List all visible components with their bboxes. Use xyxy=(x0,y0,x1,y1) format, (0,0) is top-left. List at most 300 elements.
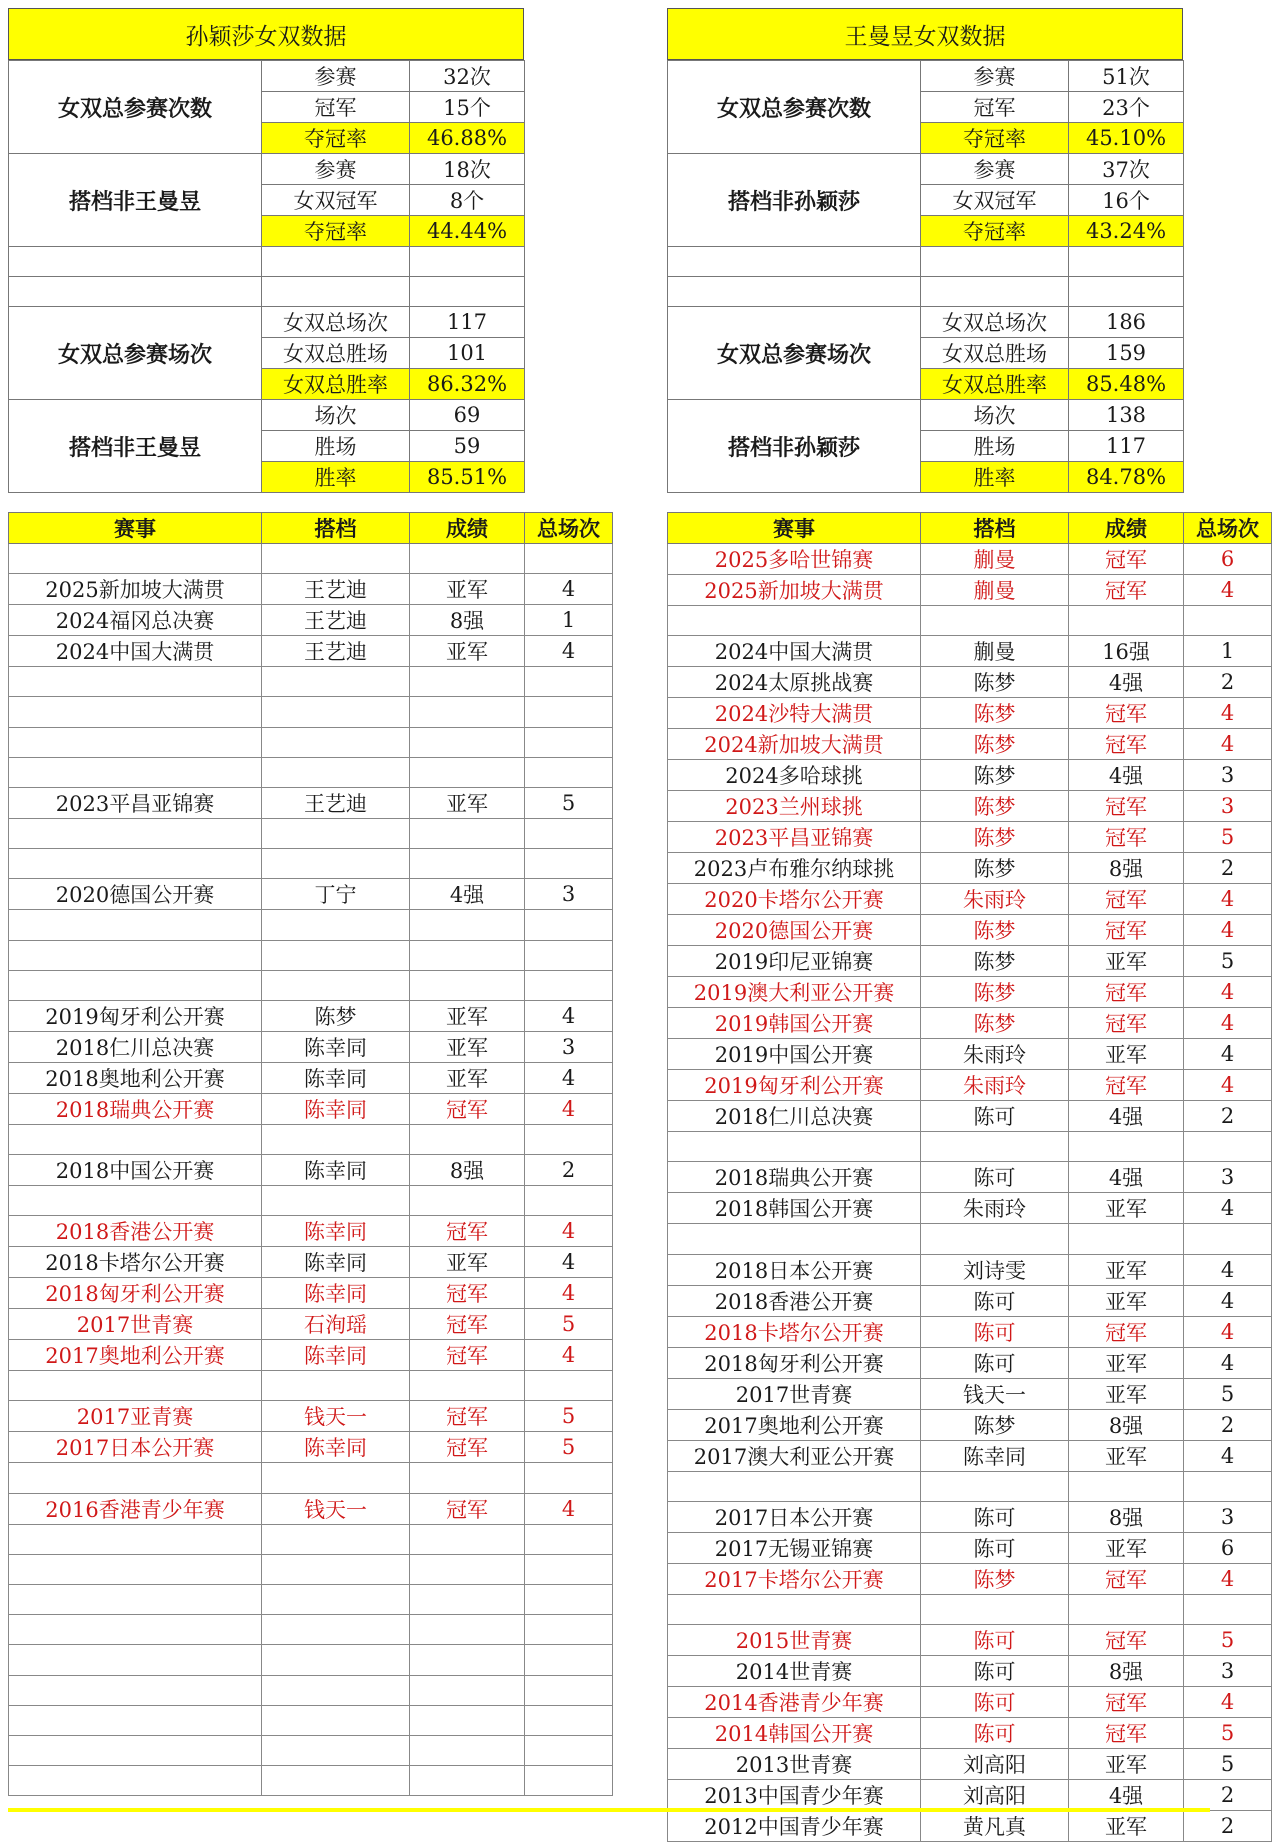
summary-key: 女双冠军 xyxy=(921,185,1069,216)
result-cell: 冠军 xyxy=(1069,729,1184,760)
partner-cell xyxy=(262,1524,410,1554)
result-row xyxy=(668,946,1272,977)
event-cell: 2014香港青少年赛 xyxy=(668,1686,921,1717)
event-cell xyxy=(9,1645,262,1675)
result-cell: 冠军 xyxy=(1069,575,1184,606)
result-cell xyxy=(1069,1132,1184,1162)
event-cell xyxy=(9,757,262,787)
partner-cell: 陈幸同 xyxy=(262,1155,410,1186)
summary-group-label: 搭档非王曼昱 xyxy=(9,154,262,247)
blank-row xyxy=(668,247,1184,277)
event-cell xyxy=(9,1186,262,1216)
result-cell: 8强 xyxy=(1069,1655,1184,1686)
event-cell: 2018仁川总决赛 xyxy=(668,1101,921,1132)
matches-cell: 4 xyxy=(525,1093,613,1124)
result-row xyxy=(668,1471,1272,1501)
blank-cell xyxy=(1069,277,1184,307)
matches-cell: 3 xyxy=(525,1031,613,1062)
matches-cell: 4 xyxy=(525,1340,613,1371)
event-cell: 2013世青赛 xyxy=(668,1748,921,1779)
result-row xyxy=(668,729,1272,760)
result-cell: 8强 xyxy=(1069,853,1184,884)
event-cell: 2024多哈球挑 xyxy=(668,760,921,791)
partner-cell: 陈梦 xyxy=(921,977,1069,1008)
result-cell: 冠军 xyxy=(410,1309,525,1340)
matches-cell: 4 xyxy=(1184,1070,1272,1101)
summary-key: 女双冠军 xyxy=(262,185,410,216)
partner-cell xyxy=(262,1615,410,1645)
matches-cell: 4 xyxy=(1184,1008,1272,1039)
result-row xyxy=(668,1008,1272,1039)
result-cell xyxy=(410,757,525,787)
result-row xyxy=(9,849,613,879)
event-cell: 2018匈牙利公开赛 xyxy=(9,1278,262,1309)
result-row xyxy=(9,1432,613,1463)
matches-cell: 4 xyxy=(1184,1039,1272,1070)
result-cell: 亚军 xyxy=(410,1247,525,1278)
matches-cell xyxy=(525,1735,613,1765)
result-row xyxy=(668,1409,1272,1440)
result-row xyxy=(9,757,613,787)
summary-value: 117 xyxy=(410,307,525,338)
result-cell: 冠军 xyxy=(410,1493,525,1524)
result-row xyxy=(9,818,613,848)
event-cell: 2017世青赛 xyxy=(9,1309,262,1340)
partner-cell: 陈可 xyxy=(921,1624,1069,1655)
result-row xyxy=(668,1378,1272,1409)
summary-row xyxy=(9,61,525,92)
event-cell: 2017奥地利公开赛 xyxy=(9,1340,262,1371)
result-cell xyxy=(1069,606,1184,636)
summary-row xyxy=(668,400,1184,431)
matches-cell xyxy=(525,1766,613,1796)
result-row xyxy=(9,940,613,970)
partner-cell xyxy=(262,940,410,970)
summary-group-label: 搭档非孙颖莎 xyxy=(668,400,921,493)
result-cell: 亚军 xyxy=(1069,1193,1184,1224)
result-cell xyxy=(410,727,525,757)
event-cell: 2018仁川总决赛 xyxy=(9,1031,262,1062)
result-row xyxy=(668,1748,1272,1779)
left-results-table xyxy=(8,512,613,1796)
summary-key: 冠军 xyxy=(262,92,410,123)
result-row xyxy=(9,910,613,940)
partner-cell xyxy=(262,697,410,727)
event-cell: 2018日本公开赛 xyxy=(668,1254,921,1285)
header-event: 赛事 xyxy=(668,513,921,544)
result-row xyxy=(9,1401,613,1432)
event-cell: 2016香港青少年赛 xyxy=(9,1493,262,1524)
summary-key: 胜率 xyxy=(262,462,410,493)
event-cell: 2018香港公开赛 xyxy=(9,1216,262,1247)
result-row xyxy=(668,1224,1272,1254)
matches-cell xyxy=(1184,606,1272,636)
summary-row xyxy=(668,61,1184,92)
result-row xyxy=(9,1000,613,1031)
result-row xyxy=(9,1675,613,1705)
partner-cell: 陈梦 xyxy=(921,1409,1069,1440)
matches-cell: 4 xyxy=(1184,1193,1272,1224)
result-row xyxy=(668,1810,1272,1841)
event-cell: 2019匈牙利公开赛 xyxy=(668,1070,921,1101)
summary-value: 51次 xyxy=(1069,61,1184,92)
result-cell: 冠军 xyxy=(410,1278,525,1309)
result-cell xyxy=(1069,1594,1184,1624)
matches-cell xyxy=(525,1186,613,1216)
partner-cell xyxy=(262,818,410,848)
matches-cell: 4 xyxy=(525,574,613,605)
blank-cell xyxy=(921,247,1069,277)
event-cell: 2019中国公开赛 xyxy=(668,1039,921,1070)
matches-cell: 2 xyxy=(1184,1101,1272,1132)
result-cell xyxy=(410,910,525,940)
summary-value: 15个 xyxy=(410,92,525,123)
matches-cell: 5 xyxy=(525,1309,613,1340)
matches-cell: 2 xyxy=(1184,853,1272,884)
summary-value: 101 xyxy=(410,338,525,369)
result-row xyxy=(9,1216,613,1247)
summary-key: 女双总胜场 xyxy=(921,338,1069,369)
result-cell: 亚军 xyxy=(410,1062,525,1093)
partner-cell xyxy=(921,1224,1069,1254)
result-cell: 冠军 xyxy=(1069,1717,1184,1748)
result-row xyxy=(9,1186,613,1216)
event-cell: 2018奥地利公开赛 xyxy=(9,1062,262,1093)
result-cell: 冠军 xyxy=(1069,1316,1184,1347)
event-cell: 2019匈牙利公开赛 xyxy=(9,1000,262,1031)
result-cell xyxy=(410,1186,525,1216)
partner-cell xyxy=(262,1186,410,1216)
result-cell: 冠军 xyxy=(410,1093,525,1124)
matches-cell xyxy=(525,1615,613,1645)
matches-cell xyxy=(525,1675,613,1705)
partner-cell xyxy=(262,1585,410,1615)
matches-cell xyxy=(525,757,613,787)
matches-cell xyxy=(525,1371,613,1401)
partner-cell: 陈可 xyxy=(921,1347,1069,1378)
event-cell: 2024福冈总决赛 xyxy=(9,605,262,636)
partner-cell: 陈幸同 xyxy=(262,1216,410,1247)
event-cell: 2020德国公开赛 xyxy=(668,915,921,946)
result-cell: 4强 xyxy=(1069,667,1184,698)
result-cell xyxy=(410,544,525,574)
partner-cell: 朱雨玲 xyxy=(921,884,1069,915)
event-cell xyxy=(668,1471,921,1501)
partner-cell: 陈梦 xyxy=(921,1008,1069,1039)
event-cell: 2018韩国公开赛 xyxy=(668,1193,921,1224)
result-row xyxy=(668,1501,1272,1532)
partner-cell: 蒯曼 xyxy=(921,544,1069,575)
left-summary-table xyxy=(8,60,525,493)
summary-value: 32次 xyxy=(410,61,525,92)
partner-cell: 陈可 xyxy=(921,1285,1069,1316)
result-cell xyxy=(410,970,525,1000)
event-cell: 2017日本公开赛 xyxy=(668,1501,921,1532)
event-cell: 2025新加坡大满贯 xyxy=(668,575,921,606)
event-cell xyxy=(9,544,262,574)
result-cell xyxy=(1069,1224,1184,1254)
result-cell: 冠军 xyxy=(1069,977,1184,1008)
result-cell xyxy=(410,849,525,879)
result-row xyxy=(668,1624,1272,1655)
partner-cell: 陈幸同 xyxy=(262,1278,410,1309)
partner-cell: 陈梦 xyxy=(921,791,1069,822)
summary-key: 女双总胜场 xyxy=(262,338,410,369)
event-cell xyxy=(668,1594,921,1624)
result-row xyxy=(668,1347,1272,1378)
result-row xyxy=(668,977,1272,1008)
summary-group-label: 女双总参赛场次 xyxy=(9,307,262,400)
result-row xyxy=(9,1705,613,1735)
header-result: 成绩 xyxy=(410,513,525,544)
result-cell: 冠军 xyxy=(1069,1008,1184,1039)
result-row xyxy=(668,791,1272,822)
summary-row xyxy=(668,307,1184,338)
event-cell: 2019韩国公开赛 xyxy=(668,1008,921,1039)
result-cell: 冠军 xyxy=(410,1216,525,1247)
matches-cell xyxy=(1184,1471,1272,1501)
matches-cell xyxy=(525,849,613,879)
partner-cell xyxy=(262,1705,410,1735)
partner-cell: 陈幸同 xyxy=(262,1031,410,1062)
matches-cell: 4 xyxy=(1184,1440,1272,1471)
result-cell: 亚军 xyxy=(1069,1347,1184,1378)
summary-value: 138 xyxy=(1069,400,1184,431)
matches-cell: 5 xyxy=(1184,1624,1272,1655)
result-row xyxy=(668,1594,1272,1624)
result-cell xyxy=(410,1615,525,1645)
event-cell xyxy=(668,1224,921,1254)
blank-row xyxy=(9,277,525,307)
matches-cell: 5 xyxy=(525,787,613,818)
event-cell xyxy=(9,1705,262,1735)
partner-cell: 钱天一 xyxy=(262,1401,410,1432)
partner-cell: 陈梦 xyxy=(921,853,1069,884)
matches-cell xyxy=(1184,1594,1272,1624)
result-row xyxy=(668,606,1272,636)
event-cell: 2024沙特大满贯 xyxy=(668,698,921,729)
summary-value: 43.24% xyxy=(1069,216,1184,247)
result-cell: 冠军 xyxy=(1069,822,1184,853)
result-row xyxy=(668,1193,1272,1224)
matches-cell: 4 xyxy=(1184,1316,1272,1347)
matches-cell: 5 xyxy=(1184,1378,1272,1409)
event-cell: 2017世青赛 xyxy=(668,1378,921,1409)
summary-value: 69 xyxy=(410,400,525,431)
matches-cell: 3 xyxy=(1184,791,1272,822)
event-cell: 2018瑞典公开赛 xyxy=(9,1093,262,1124)
result-row xyxy=(9,1493,613,1524)
result-row xyxy=(668,1563,1272,1594)
matches-cell: 4 xyxy=(1184,698,1272,729)
partner-cell xyxy=(921,606,1069,636)
event-cell: 2018卡塔尔公开赛 xyxy=(9,1247,262,1278)
blank-cell xyxy=(410,247,525,277)
partner-cell: 蒯曼 xyxy=(921,636,1069,667)
event-cell: 2015世青赛 xyxy=(668,1624,921,1655)
matches-cell: 3 xyxy=(525,879,613,910)
result-row xyxy=(9,1371,613,1401)
matches-cell: 4 xyxy=(1184,729,1272,760)
result-row xyxy=(9,697,613,727)
matches-cell: 4 xyxy=(1184,884,1272,915)
partner-cell: 陈幸同 xyxy=(262,1093,410,1124)
result-cell: 冠军 xyxy=(1069,1686,1184,1717)
partner-cell: 陈可 xyxy=(921,1686,1069,1717)
summary-key: 胜场 xyxy=(262,431,410,462)
result-row xyxy=(9,1615,613,1645)
matches-cell xyxy=(525,1124,613,1154)
matches-cell: 2 xyxy=(525,1155,613,1186)
matches-cell xyxy=(525,970,613,1000)
event-cell: 2017亚青赛 xyxy=(9,1401,262,1432)
result-cell xyxy=(410,697,525,727)
result-cell: 亚军 xyxy=(1069,1039,1184,1070)
result-row xyxy=(668,853,1272,884)
result-row xyxy=(668,1655,1272,1686)
summary-value: 37次 xyxy=(1069,154,1184,185)
right-summary-title: 王曼昱女双数据 xyxy=(667,8,1183,60)
event-cell xyxy=(9,849,262,879)
partner-cell xyxy=(262,1735,410,1765)
summary-value: 159 xyxy=(1069,338,1184,369)
result-cell: 8强 xyxy=(1069,1501,1184,1532)
partner-cell: 陈可 xyxy=(921,1717,1069,1748)
matches-cell: 4 xyxy=(1184,1254,1272,1285)
summary-value: 59 xyxy=(410,431,525,462)
event-cell xyxy=(9,697,262,727)
result-row xyxy=(9,1247,613,1278)
event-cell: 2017卡塔尔公开赛 xyxy=(668,1563,921,1594)
result-row xyxy=(9,1124,613,1154)
matches-cell xyxy=(525,1585,613,1615)
right-summary-table xyxy=(667,60,1184,493)
header-result: 成绩 xyxy=(1069,513,1184,544)
event-cell: 2023卢布雅尔纳球挑 xyxy=(668,853,921,884)
summary-key: 女双总胜率 xyxy=(921,369,1069,400)
event-cell xyxy=(9,1735,262,1765)
summary-value: 84.78% xyxy=(1069,462,1184,493)
summary-key: 胜率 xyxy=(921,462,1069,493)
header-partner: 搭档 xyxy=(921,513,1069,544)
summary-group-label: 搭档非孙颖莎 xyxy=(668,154,921,247)
result-cell: 亚军 xyxy=(410,636,525,667)
summary-value: 186 xyxy=(1069,307,1184,338)
matches-cell xyxy=(525,1463,613,1493)
result-row xyxy=(9,636,613,667)
result-row xyxy=(9,727,613,757)
blank-cell xyxy=(262,247,410,277)
summary-row xyxy=(9,154,525,185)
result-row xyxy=(9,787,613,818)
header-partner: 搭档 xyxy=(262,513,410,544)
result-cell: 亚军 xyxy=(1069,1378,1184,1409)
event-cell: 2018匈牙利公开赛 xyxy=(668,1347,921,1378)
result-row xyxy=(668,544,1272,575)
partner-cell: 王艺迪 xyxy=(262,787,410,818)
result-cell xyxy=(410,940,525,970)
partner-cell: 陈梦 xyxy=(921,946,1069,977)
result-row xyxy=(668,667,1272,698)
result-cell: 亚军 xyxy=(410,1000,525,1031)
partner-cell: 陈可 xyxy=(921,1501,1069,1532)
matches-cell: 1 xyxy=(1184,636,1272,667)
partner-cell xyxy=(262,667,410,697)
result-cell xyxy=(410,1124,525,1154)
matches-cell: 1 xyxy=(525,605,613,636)
summary-value: 23个 xyxy=(1069,92,1184,123)
event-cell: 2019澳大利亚公开赛 xyxy=(668,977,921,1008)
matches-cell: 5 xyxy=(1184,1748,1272,1779)
matches-cell: 4 xyxy=(525,1062,613,1093)
result-cell xyxy=(410,1554,525,1584)
partner-cell xyxy=(262,1554,410,1584)
summary-value: 85.48% xyxy=(1069,369,1184,400)
matches-cell xyxy=(525,727,613,757)
result-cell: 4强 xyxy=(1069,1101,1184,1132)
matches-cell: 4 xyxy=(525,1278,613,1309)
event-cell: 2018卡塔尔公开赛 xyxy=(668,1316,921,1347)
result-row xyxy=(9,1031,613,1062)
summary-key: 场次 xyxy=(262,400,410,431)
event-cell xyxy=(9,1524,262,1554)
matches-cell: 2 xyxy=(1184,667,1272,698)
partner-cell: 石洵瑶 xyxy=(262,1309,410,1340)
summary-group-label: 女双总参赛场次 xyxy=(668,307,921,400)
event-cell: 2020德国公开赛 xyxy=(9,879,262,910)
event-cell xyxy=(9,818,262,848)
summary-key: 女双总场次 xyxy=(262,307,410,338)
result-row xyxy=(9,1309,613,1340)
partner-cell: 丁宁 xyxy=(262,879,410,910)
matches-cell: 2 xyxy=(1184,1779,1272,1810)
partner-cell: 刘高阳 xyxy=(921,1779,1069,1810)
summary-row xyxy=(668,154,1184,185)
event-cell xyxy=(9,1463,262,1493)
partner-cell: 陈幸同 xyxy=(262,1340,410,1371)
result-cell: 4强 xyxy=(1069,760,1184,791)
event-cell xyxy=(9,1615,262,1645)
summary-key: 女双总场次 xyxy=(921,307,1069,338)
matches-cell xyxy=(525,1554,613,1584)
left-summary-title: 孙颖莎女双数据 xyxy=(8,8,524,60)
result-row xyxy=(9,1645,613,1675)
matches-cell: 4 xyxy=(525,1000,613,1031)
result-row xyxy=(668,1316,1272,1347)
event-cell: 2025新加坡大满贯 xyxy=(9,574,262,605)
matches-cell: 4 xyxy=(1184,915,1272,946)
result-row xyxy=(668,915,1272,946)
result-cell: 冠军 xyxy=(1069,1070,1184,1101)
blank-row xyxy=(668,277,1184,307)
partner-cell: 陈梦 xyxy=(921,729,1069,760)
result-cell xyxy=(410,667,525,697)
result-cell xyxy=(410,1585,525,1615)
result-row xyxy=(668,1779,1272,1810)
event-cell xyxy=(9,1585,262,1615)
matches-cell: 5 xyxy=(525,1432,613,1463)
result-cell xyxy=(410,1524,525,1554)
result-row xyxy=(9,1766,613,1796)
partner-cell: 陈梦 xyxy=(921,822,1069,853)
result-cell: 冠军 xyxy=(1069,1624,1184,1655)
event-cell xyxy=(9,970,262,1000)
event-cell xyxy=(9,1554,262,1584)
result-cell: 冠军 xyxy=(1069,1563,1184,1594)
event-cell: 2017日本公开赛 xyxy=(9,1432,262,1463)
event-cell: 2024太原挑战赛 xyxy=(668,667,921,698)
partner-cell: 陈梦 xyxy=(921,915,1069,946)
